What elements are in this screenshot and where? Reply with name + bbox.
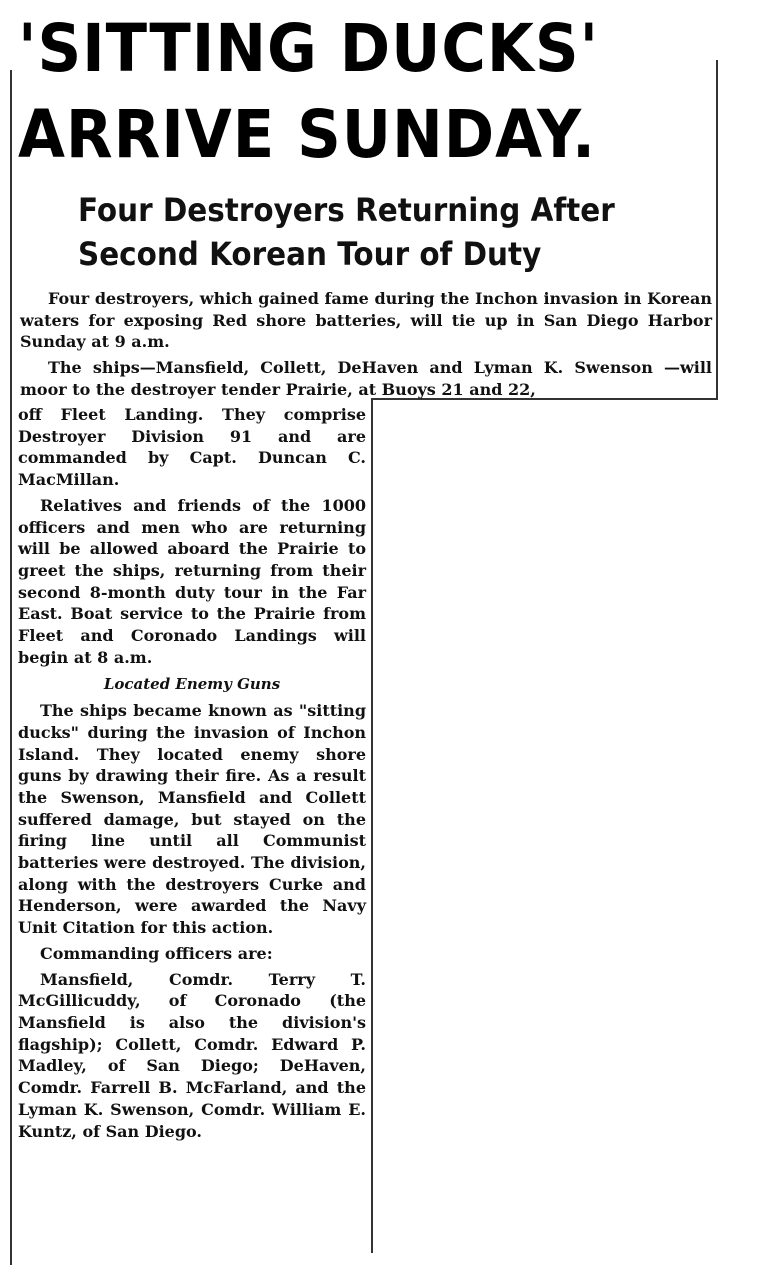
headline [18,6,662,178]
section-heading: Located Enemy Guns [103,675,281,694]
paragraph-officers-intro: Commanding officers are: [40,943,273,963]
clipping-edge-right [716,60,718,400]
paragraph-lead: Four destroyers, which gained fame during the Inchon invasion in Korean waters for exposing Red shore batteries, will tie up in San Diego Harbor Sunday at 9 a.m. [20,289,712,352]
headline-line-1: 'SITTING DUCKS' [18,10,599,87]
paragraph-officers-list: Mansfield, Comdr. Terry T. McGillicuddy, of Coronado (the Mansfield is also the division's flagship); Collett, Comdr. Edward P. Madley, of San Diego; DeHaven, Comdr. Farrell B. McFarland, and the Lyman K. Swenson, Comdr. William E. Kuntz, of San Diego. [18,969,366,1141]
paragraph-relatives: Relatives and friends of the 1000 officers and men who are returning will be allowed aboard the Prairie to greet the ships, returning from their second 8-month duty tour in the Far East. Boat service to the Prairie from Fleet and Coronado Landings will begin at 8 a.m. [18,495,366,667]
paragraph-sitting-ducks: The ships became known as "sitting ducks" during the invasion of Inchon Island. They located enemy shore guns by drawing their fire. As a result the Swenson, Mansfield and Collett suffered damage, but stayed on the firing line until all Communist batteries were destroyed. The division, along with the destroyers Curke and Henderson, were awarded the Navy Unit Citation for this action. [18,701,366,938]
article-column [18,404,366,1142]
subheadline [78,188,667,276]
subheadline-line-1: Four Destroyers Returning After [78,191,615,229]
paragraph-ships: The ships—Mansfield, Collett, DeHaven and Lyman K. Swenson —will moor to the destroyer tender Prairie, at Buoys 21 and 22, [20,358,712,399]
subheadline-line-2: Second Korean Tour of Duty [78,235,542,273]
clipping-edge-column [371,398,373,1253]
headline-line-2: ARRIVE SUNDAY. [18,96,597,173]
clipping-edge-left [10,70,12,1265]
lead-paragraphs [20,288,712,401]
paragraph-division: off Fleet Landing. They comprise Destroyer Division 91 and are commanded by Capt. Duncan C. MacMillan. [18,405,366,490]
